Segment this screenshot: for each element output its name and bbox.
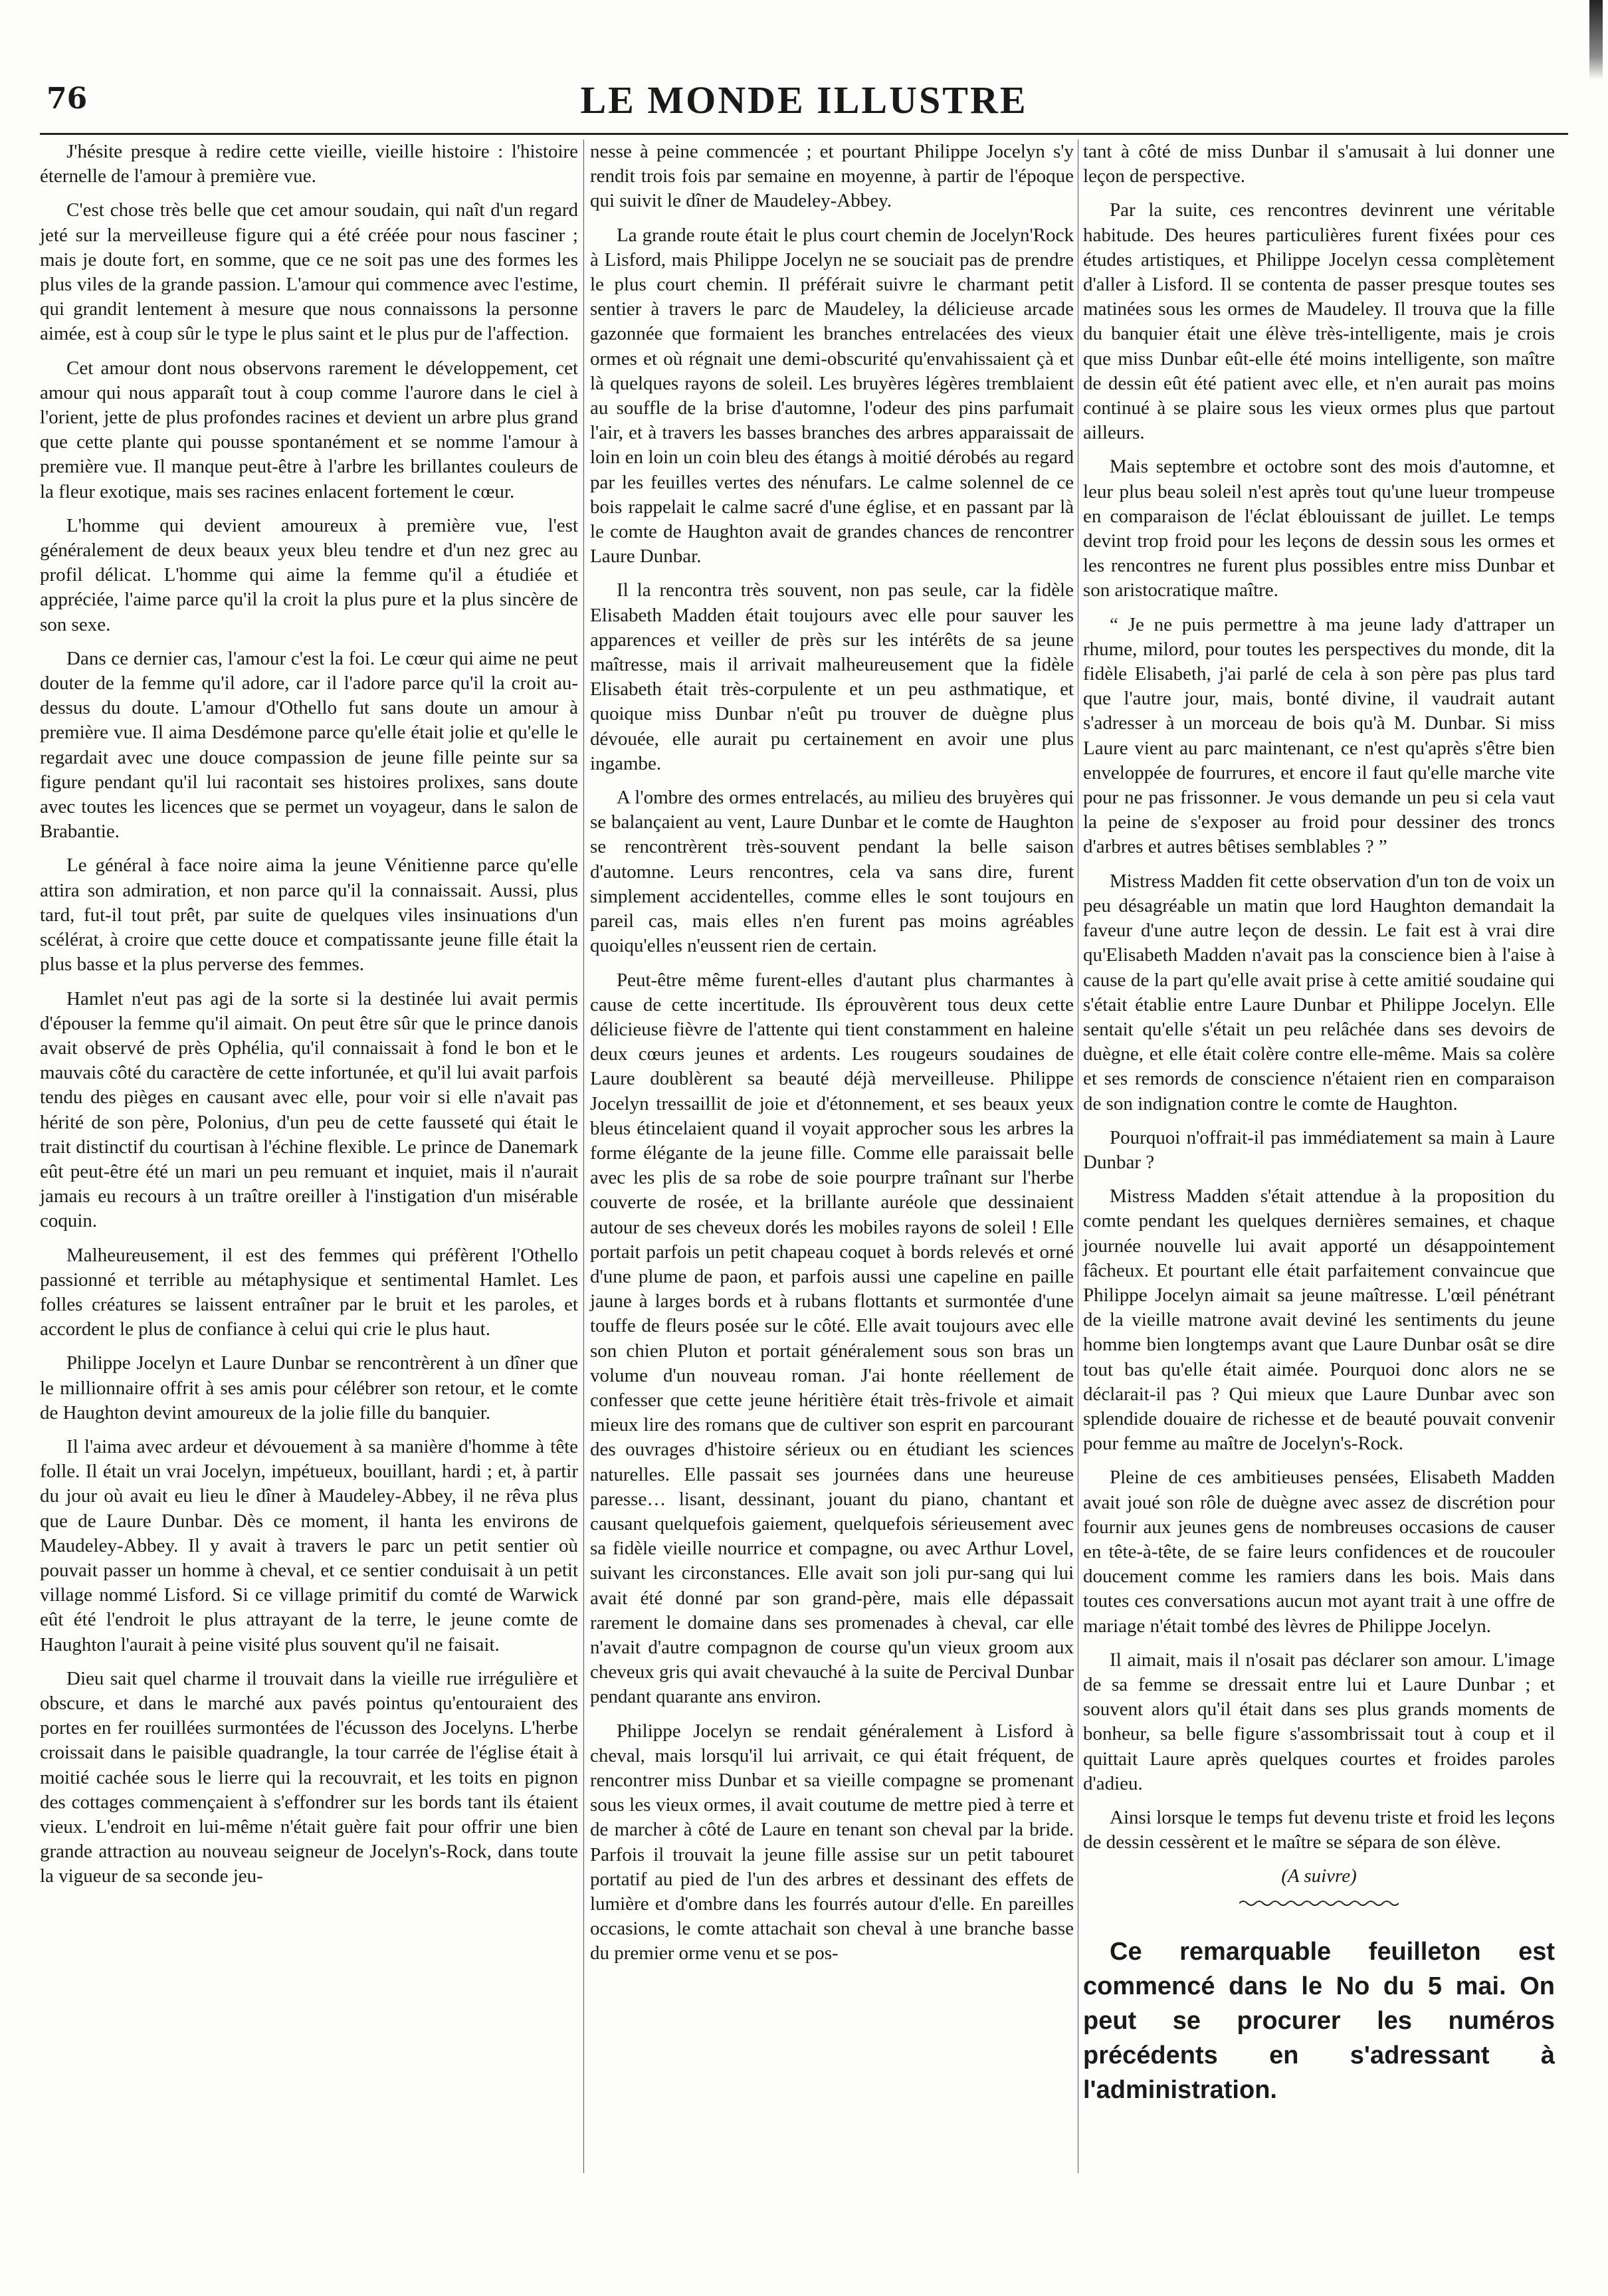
- paragraph: Il aimait, mais il n'osait pas déclarer son amour. L'image de sa femme se dressait entre lui et Laure Dunbar ; et souvent alors qu'il était dans ses plus grands moments de bonheur, sa belle figure s'assombrissait tout à coup et il quittait Laure après quelques courtes et froides paroles d'adieu.: [1083, 1649, 1555, 1794]
- paragraph: J'hésite presque à redire cette vieille, vieille histoire : l'histoire éternelle de l'amour à première vue.: [40, 141, 578, 187]
- subscription-notice: Ce remarquable feuilleton est commencé dans le No du 5 mai. On peut se procurer les numéros précédents en s'adressant à l'administration.: [1083, 1937, 1555, 2104]
- header-rule: [40, 133, 1568, 135]
- paragraph: A l'ombre des ormes entrelacés, au milieu des bruyères qui se balançaient au vent, Laure Dunbar et le comte de Haughton se rencontrèrent très-souvent pendant la belle saison d'automne. Leurs rencontres, cela va sans dire, furent simplement accidentelles, comme elles le sont toujours en pareil cas, mais elles n'en furent pas moins agréables quoiqu'elles n'eussent rien de certain.: [590, 787, 1074, 957]
- paragraph: Il la rencontra très souvent, non pas seule, car la fidèle Elisabeth Madden était toujours avec elle pour sauver les apparences et veiller de près sur les intérêts de sa jeune maîtresse, mais il arrivait malheureusement que la fidèle Elisabeth était très-corpulente et un peu asthmatique, et quoique miss Dunbar n'eût pu trouver de duègne plus dévouée, elle aurait pu certainement en avoir une plus ingambe.: [590, 579, 1074, 774]
- paragraph: Cet amour dont nous observons rarement le développement, cet amour qui nous apparaît tout à coup comme l'aurore dans le ciel à l'orient, jette de plus profondes racines et devient un arbre plus grand que cette plante qui pousse spontanément et se nomme l'amour à première vue. Il manque peut-être à l'arbre les brillantes couleurs de la fleur exotique, mais ses racines enlacent fortement le cœur.: [40, 357, 578, 502]
- paragraph: Dieu sait quel charme il trouvait dans la vieille rue irrégulière et obscure, et dans le marché aux pavés pointus qu'entouraient des portes en fer rouillées surmontées de l'écusson des Jocelyns. L'herbe croissait dans le paisible quadrangle, la tour carrée de l'église était à moitié cachée sous le lierre qui la recouvrait, et les toits en pignon des cottages commençaient à s'effondrer sur les bords tant ils étaient vieux. L'endroit en lui-même n'était guère fait pour offrir une bien grande attraction au nouveau seigneur de Jocelyn's-Rock, dans toute la vigueur de sa seconde jeu-: [40, 1667, 578, 1887]
- paragraph: Mais septembre et octobre sont des mois d'automne, et leur plus beau soleil n'est après tout qu'une lueur trompeuse en comparaison de l'éclat éblouissant de juillet. Le temps devint trop froid pour les leçons de dessin sous les ormes et les rencontres ne furent plus possibles entre miss Dunbar et son aristocratique maître.: [1083, 456, 1555, 601]
- to-be-continued: (A suivre): [1281, 1865, 1357, 1887]
- paragraph: nesse à peine commencée ; et pourtant Philippe Jocelyn s'y rendit trois fois par semaine en moyenne, à partir de l'époque qui suivit le dîner de Maudeley-Abbey.: [590, 141, 1074, 212]
- column-divider: [583, 140, 584, 2173]
- paragraph: Par la suite, ces rencontres devinrent une véritable habitude. Des heures particulières furent fixées pour ces études artistiques, et Philippe Jocelyn cessa complètement d'aller à Lisford. Il se contenta de passer presque toutes ses matinées sous les ormes de Maudeley. Il trouva que la fille du banquier était une élève très-intelligente, mais je crois que miss Dunbar eût-elle été moins intelligente, son maître de dessin eût été patient avec elle, et n'en aurait pas moins continué à se plaire sous les vieux ormes plus que partout ailleurs.: [1083, 199, 1555, 444]
- page-number: 76: [47, 82, 88, 116]
- paragraph: Philippe Jocelyn et Laure Dunbar se rencontrèrent à un dîner que le millionnaire offrit à ses amis pour célébrer son retour, et le comte de Haughton devint amoureux de la jolie fille du banquier.: [40, 1352, 578, 1423]
- paragraph: tant à côté de miss Dunbar il s'amusait à lui donner une leçon de perspective.: [1083, 141, 1555, 187]
- ornament-squiggle-icon: [1239, 1899, 1399, 1908]
- paragraph: Mistress Madden s'était attendue à la proposition du comte pendant les quelques dernières semaines, et chaque journée nouvelle lui avait apporté un désappointement fâcheux. Et pourtant elle était parfaitement convaincue que Philippe Jocelyn aimait sa jeune maîtresse. L'œil pénétrant de la vieille matrone avait deviné les sentiments du jeune homme bien longtemps avant que Laure Dunbar osât se dire tout bas qu'elle était aimée. Pourquoi donc alors ne se déclarait-il pas ? Qui mieux que Laure Dunbar avec son splendide douaire de richesse et de beauté pouvait convenir pour femme au maître de Jocelyn's-Rock.: [1083, 1186, 1555, 1455]
- paragraph: Hamlet n'eut pas agi de la sorte si la destinée lui avait permis d'épouser la femme qu'il aimait. On peut être sûr que le prince danois avait observé de près Ophélia, qu'il connaissait à fond le bon et le mauvais côté du caractère de cette infortunée, et qu'il lui avait parfois tendu des pièges en causant avec elle, pour voir si elle n'avait pas hérité de son père, Polonius, d'un peu de cette fausseté qui était le trait distinctif du courtisan à l'échine flexible. Le prince de Danemark eût peut-être été un mari un peu remuant et inquiet, mais il n'aurait jamais eu recours à un traître oreiller à l'instigation d'un misérable coquin.: [40, 988, 578, 1232]
- paragraph: C'est chose très belle que cet amour soudain, qui naît d'un regard jeté sur la merveilleuse figure qui a été créée pour nous fasciner ; mais je doute fort, en somme, que ce ne soit pas une des formes les plus viles de la grande passion. L'amour qui commence avec l'estime, qui grandit lentement à mesure que nous connaissons la personne aimée, est à coup sûr le type le plus saint et le plus pur de l'affection.: [40, 199, 578, 345]
- paragraph: La grande route était le plus court chemin de Jocelyn'Rock à Lisford, mais Philippe Jocelyn ne se souciait pas de prendre le plus court chemin. Il préférait suivre le charmant petit sentier à travers le parc de Maudeley, la délicieuse arcade gazonnée que formaient les branches entrelacées des vieux ormes et où régnait une demi-obscurité qu'envahissaient çà et là quelques rayons de soleil. Les bruyères légères tremblaient au souffle de la brise d'automne, l'odeur des pins parfumait l'air, et à travers les basses branches des arbres apparaissait de loin en loin un coin bleu des étangs à moitié dérobés au regard par les feuilles vertes des nénufars. Le calme solennel de ce bois rappelait le calme sacré d'une église, et en passant par là le comte de Haughton avait de grandes chances de rencontrer Laure Dunbar.: [590, 224, 1074, 568]
- paragraph: Peut-être même furent-elles d'autant plus charmantes à cause de cette incertitude. Ils éprouvèrent tous deux cette délicieuse fièvre de l'attente qui tient constamment en haleine deux cœurs jeunes et ardents. Les rougeurs soudaines de Laure doublèrent sa beauté déjà merveilleuse. Philippe Jocelyn tressaillit de joie et d'étonnement, et ses beaux yeux bleus étincelaient quand il voyait approcher sous les arbres la forme élégante de la jeune fille. Comme elle paraissait belle avec les plis de sa robe de soie pourpre traînant sur l'herbe couverte de rosée, et la brillante auréole que dessinaient autour de ses cheveux dorés les mobiles rayons de soleil ! Elle portait parfois un petit chapeau coquet à bords relevés et orné d'une plume de paon, et parfois aussi une capeline en paille jaune à larges bords et à rubans flottants et surmontée d'une touffe de fleurs posée sur le côté. Elle avait toujours avec elle son chien Pluton et portait généralement sous son bras un volume d'un nouveau roman. J'ai honte réellement de confesser que cette jeune héritière était très-frivole et aimait mieux lire des romans que de cultiver son esprit en parcourant des ouvrages d'histoire sérieux ou en étudiant les sciences naturelles. Elle passait ses journées dans une heureuse paresse… lisant, dessinant, jouant du piano, chantant et causant quelquefois gaiement, quelquefois sérieusement avec sa fidèle vieille nourrice et compagne, ou avec Arthur Lovel, suivant les circonstances. Elle avait son joli pur-sang qui lui avait été donné par son grand-père, mais elle dépassait rarement le domaine dans ses promenades à cheval, car elle n'avait d'autre compagnon de course qu'un vieux groom aux cheveux gris qui avait chevauché à la suite de Percival Dunbar pendant quarante ans environ.: [590, 969, 1074, 1708]
- paragraph: L'homme qui devient amoureux à première vue, l'est généralement de deux beaux yeux bleu tendre et d'un nez grec au profil délicat. L'homme qui aime la femme qu'il a étudiée et appréciée, l'aime parce qu'il la croit la plus pure et la plus sincère de son sexe.: [40, 514, 578, 635]
- paragraph: Le général à face noire aima la jeune Vénitienne parce qu'elle attira son admiration, et non parce qu'il la connaissait. Aussi, plus tard, fut-il tout prêt, par suite de quelques viles insinuations d'un scélérat, à croire que cette douce et compatissante jeune fille était la plus basse et la plus perverse des femmes.: [40, 855, 578, 976]
- paragraph: Pourquoi n'offrait-il pas immédiatement sa main à Laure Dunbar ?: [1083, 1126, 1555, 1173]
- column-1: [40, 140, 578, 1899]
- column-2: [590, 140, 1074, 1976]
- paragraph: Mistress Madden fit cette observation d'un ton de voix un peu désagréable un matin que lord Haughton demandait la faveur d'une autre leçon de dessin. Le fait est à vrai dire qu'Elisabeth Madden n'avait pas la conscience bien à l'aise à cause de la part qu'elle avait prise à cette amitié soudaine qui s'était établie entre Laure Dunbar et Philippe Jocelyn. Elle sentait qu'elle s'était un peu relâchée dans ses devoirs de duègne, et elle était colère contre elle-même. Mais sa colère et ses remords de conscience n'étaient rien en comparaison de son indignation contre le comte de Haughton.: [1083, 870, 1555, 1114]
- paragraph: Malheureusement, il est des femmes qui préfèrent l'Othello passionné et terrible au métaphysique et sentimental Hamlet. Les folles créatures se laissent entraîner par le bruit et les paroles, et accordent le plus de confiance à celui qui crie le plus haut.: [40, 1244, 578, 1340]
- paragraph: Pleine de ces ambitieuses pensées, Elisabeth Madden avait joué son rôle de duègne avec assez de discrétion pour fournir aux jeunes gens de nombreuses occasions de causer en tête-à-tête, de se faire leurs confidences et de roucouler doucement comme les ramiers dans les bois. Mais dans toutes ces conversations aucun mot ayant trait à une offre de mariage n'était tombé des lèvres de Philippe Jocelyn.: [1083, 1467, 1555, 1637]
- paragraph: “ Je ne puis permettre à ma jeune lady d'attraper un rhume, milord, pour toutes les perspectives du monde, dit la fidèle Elisabeth, j'ai parlé de cela à son père pas plus tard que l'autre jour, mais, bonté divine, il vaudrait autant s'adresser à un morceau de bois qu'à M. Dunbar. Si miss Laure vient au parc maintenant, ce n'est qu'après s'être bien enveloppée de fourrures, et encore il faut qu'elle marche vite pour ne pas frissonner. Je vous demande un peu si cela vaut la peine de s'exposer au froid pour dessiner des troncs d'arbres et autres bêtises semblables ? ”: [1083, 613, 1555, 858]
- scan-edge-mark: [1589, 0, 1603, 80]
- paragraph: Il l'aima avec ardeur et dévouement à sa manière d'homme à tête folle. Il était un vrai Jocelyn, impétueux, bouillant, hardi ; et, à partir du jour où avait eu lieu le dîner à Maudeley-Abbey, il ne rêva plus que de Laure Dunbar. Dès ce moment, il hanta les environs de Maudeley-Abbey. Il y avait à travers le parc un petit sentier où pouvait passer un homme à cheval, et ce sentier conduisait à un petit village nommé Lisford. Si ce village primitif du comté de Warwick eût été l'endroit le plus attrayant de la terre, le jeune comte de Haughton l'aurait à peine visité plus souvent qu'il ne faisait.: [40, 1435, 578, 1655]
- masthead: LE MONDE ILLUSTRE: [580, 78, 1028, 122]
- paragraph: Philippe Jocelyn se rendait généralement à Lisford à cheval, mais lorsqu'il lui arrivait, ce qui était fréquent, de rencontrer miss Dunbar et sa vieille compagne se promenant sous les vieux ormes, il avait coutume de mettre pied à terre et de marcher à côté de Laure en tenant son cheval par la bride. Parfois il trouvait la jeune fille assise sur un petit tabouret portatif au pied de l'un des arbres et dessinant des effets de lumière et d'ombre dans les fourrés autour d'elle. En pareilles occasions, le comte attachait son cheval à une branche basse du premier orme venu et se pos-: [590, 1720, 1074, 1964]
- column-3: [1083, 140, 1555, 2117]
- paragraph: Ainsi lorsque le temps fut devenu triste et froid les leçons de dessin cessèrent et le maître se sépara de son élève.: [1083, 1807, 1555, 1853]
- page-header: [40, 70, 1568, 130]
- paragraph: Dans ce dernier cas, l'amour c'est la foi. Le cœur qui aime ne peut douter de la femme qu'il adore, car il l'adore parce qu'il la croit au-dessus du doute. L'amour d'Othello fut sans doute un amour à première vue. Il aima Desdémone parce qu'elle était jolie et qu'elle le regardait avec une douce compassion de jeune fille peinte sur sa figure pendant qu'il lui racontait ses histoires prolixes, sans doute avec toutes les licences que se permet un voyageur, dans le salon de Brabantie.: [40, 647, 578, 843]
